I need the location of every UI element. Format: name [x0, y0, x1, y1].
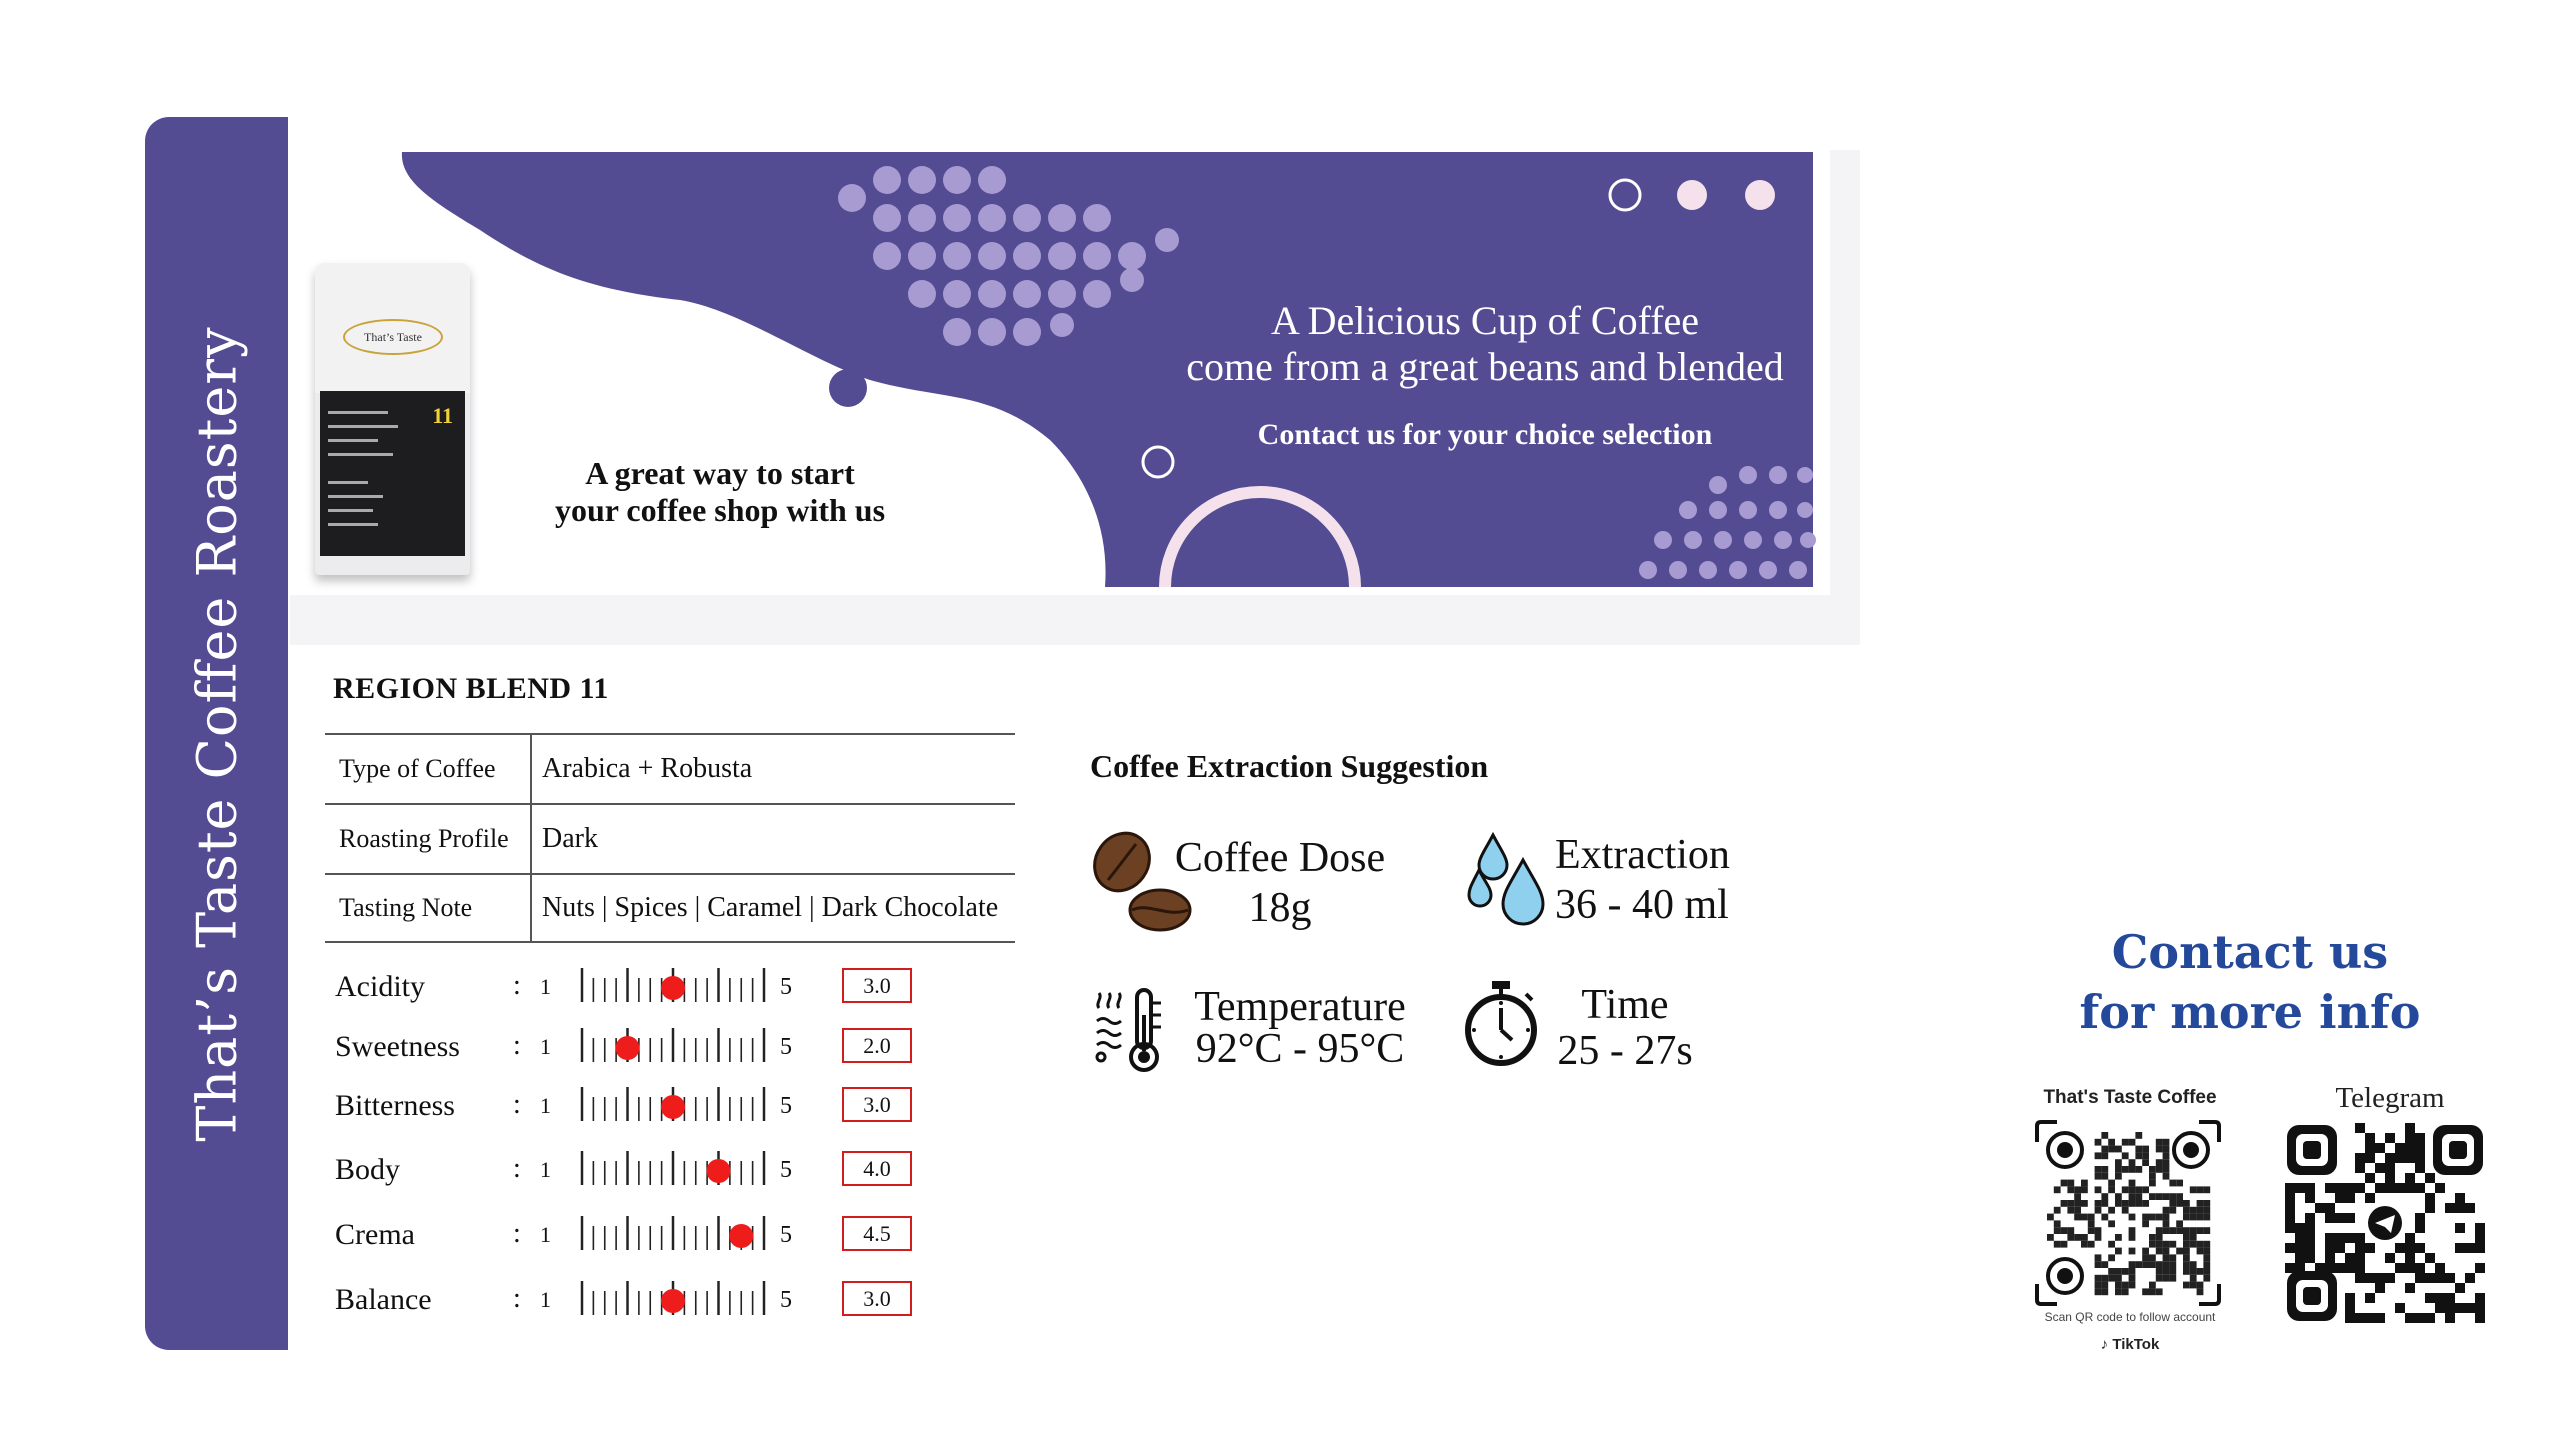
- rating-min-label: 1: [540, 1287, 551, 1312]
- telegram-title: Telegram: [2335, 1082, 2445, 1114]
- coffee-bag-image: [315, 263, 470, 575]
- rating-scale: [578, 1083, 768, 1127]
- rating-max-label: 5: [780, 1034, 792, 1060]
- volume-block: [1555, 830, 1785, 930]
- rating-scale: [578, 964, 768, 1008]
- tiktok-qr-caption: Scan QR code to follow account: [2044, 1310, 2216, 1324]
- bag-label: [320, 391, 465, 556]
- rating-value-box: 3.0: [842, 968, 912, 1003]
- rating-label: Bitterness: [335, 1089, 455, 1122]
- volume-label: Extraction: [1555, 832, 1730, 878]
- bag-number: 11: [432, 403, 453, 428]
- rating-value-box: 3.0: [842, 1281, 912, 1316]
- rating-row: [335, 1275, 925, 1340]
- rating-row: [335, 1022, 925, 1087]
- rating-row: [335, 1081, 925, 1146]
- tiktok-brand: [2070, 1336, 2190, 1353]
- info-value: Nuts | Spices | Caramel | Dark Chocolate: [530, 875, 998, 941]
- banner-tagline: [1085, 298, 1885, 390]
- rating-max-label: 5: [780, 1093, 792, 1119]
- rating-colon: :: [513, 1089, 521, 1120]
- rating-colon: :: [513, 970, 521, 1001]
- rating-min-label: 1: [540, 1157, 551, 1182]
- rating-marker: [661, 1095, 685, 1119]
- rating-colon: :: [513, 1153, 521, 1184]
- time-block: [1545, 980, 1705, 1076]
- rating-label: Acidity: [335, 970, 425, 1003]
- telegram-qr-code[interactable]: [2285, 1123, 2485, 1323]
- contact-line-2: for more info: [2079, 985, 2421, 1039]
- dose-label: Coffee Dose: [1174, 835, 1386, 881]
- product-info-table: [325, 733, 1015, 943]
- brand-side-bar: [145, 117, 288, 1350]
- rating-marker: [661, 976, 685, 1000]
- dose-block: [1150, 833, 1410, 933]
- rating-min-label: 1: [540, 1093, 551, 1118]
- promo-line-2: your coffee shop with us: [554, 492, 886, 528]
- rating-min-label: 1: [540, 974, 551, 999]
- info-label: Tasting Note: [339, 893, 473, 922]
- temperature-value: 92°C - 95°C: [1195, 1026, 1405, 1072]
- product-title: REGION BLEND 11: [333, 672, 609, 705]
- info-row: [325, 733, 1015, 803]
- info-value: Arabica + Robusta: [530, 735, 752, 803]
- rating-marker: [616, 1036, 640, 1060]
- rating-label: Balance: [335, 1283, 432, 1316]
- bag-logo: That’s Taste: [343, 319, 443, 355]
- rating-colon: :: [513, 1283, 521, 1314]
- volume-value: 36 - 40 ml: [1555, 882, 1729, 928]
- rating-max-label: 5: [780, 1157, 792, 1183]
- banner-cta: Contact us for your choice selection: [1257, 418, 1713, 451]
- rating-scale: [578, 1147, 768, 1191]
- rating-value-box: 3.0: [842, 1087, 912, 1122]
- info-label: Roasting Profile: [339, 824, 509, 853]
- stopwatch-icon: [1460, 978, 1542, 1070]
- rating-label: Crema: [335, 1218, 415, 1251]
- info-value: Dark: [530, 805, 598, 873]
- rating-value-box: 4.0: [842, 1151, 912, 1186]
- rating-max-label: 5: [780, 974, 792, 1000]
- rating-min-label: 1: [540, 1222, 551, 1247]
- rating-label: Body: [335, 1153, 401, 1186]
- tagline-line-2: come from a great beans and blended: [1186, 344, 1784, 389]
- rating-row: [335, 1210, 925, 1275]
- info-row: [325, 873, 1015, 943]
- water-drops-icon: [1465, 830, 1555, 930]
- tiktok-icon: ♪: [2100, 1336, 2109, 1353]
- temperature-label: Temperature: [1194, 984, 1406, 1030]
- tiktok-qr-code[interactable]: [2033, 1118, 2223, 1308]
- promo-line-1: A great way to start: [585, 455, 855, 491]
- rating-colon: :: [513, 1030, 521, 1061]
- rating-min-label: 1: [540, 1034, 551, 1059]
- dose-value: 18g: [1248, 885, 1312, 931]
- rating-value-box: 4.5: [842, 1216, 912, 1251]
- rating-marker: [707, 1159, 731, 1183]
- rating-max-label: 5: [780, 1222, 792, 1248]
- rating-row: [335, 962, 925, 1027]
- extraction-title: Coffee Extraction Suggestion: [1090, 748, 1489, 784]
- contact-heading: [2030, 922, 2470, 1042]
- rating-max-label: 5: [780, 1287, 792, 1313]
- rating-scale: [578, 1024, 768, 1068]
- rating-marker: [661, 1289, 685, 1313]
- thermometer-icon: [1093, 985, 1173, 1075]
- rating-scale: [578, 1277, 768, 1321]
- temperature-block: [1175, 982, 1425, 1074]
- time-label: Time: [1581, 982, 1669, 1028]
- time-value: 25 - 27s: [1557, 1028, 1693, 1074]
- rating-scale: [578, 1212, 768, 1256]
- tiktok-account-name: That's Taste Coffee: [2043, 1087, 2217, 1108]
- rating-value-box: 2.0: [842, 1028, 912, 1063]
- rating-label: Sweetness: [335, 1030, 460, 1063]
- rating-colon: :: [513, 1218, 521, 1249]
- info-row: [325, 803, 1015, 873]
- rating-row: [335, 1145, 925, 1210]
- rating-marker: [729, 1224, 753, 1248]
- brand-side-title: That’s Taste Coffee Roastery: [185, 325, 248, 1142]
- info-label: Type of Coffee: [339, 754, 496, 783]
- tiktok-brand-label: TikTok: [2112, 1336, 2160, 1353]
- contact-line-1: Contact us: [2111, 925, 2389, 979]
- banner-promo: [475, 455, 965, 529]
- tagline-line-1: A Delicious Cup of Coffee: [1270, 298, 1700, 343]
